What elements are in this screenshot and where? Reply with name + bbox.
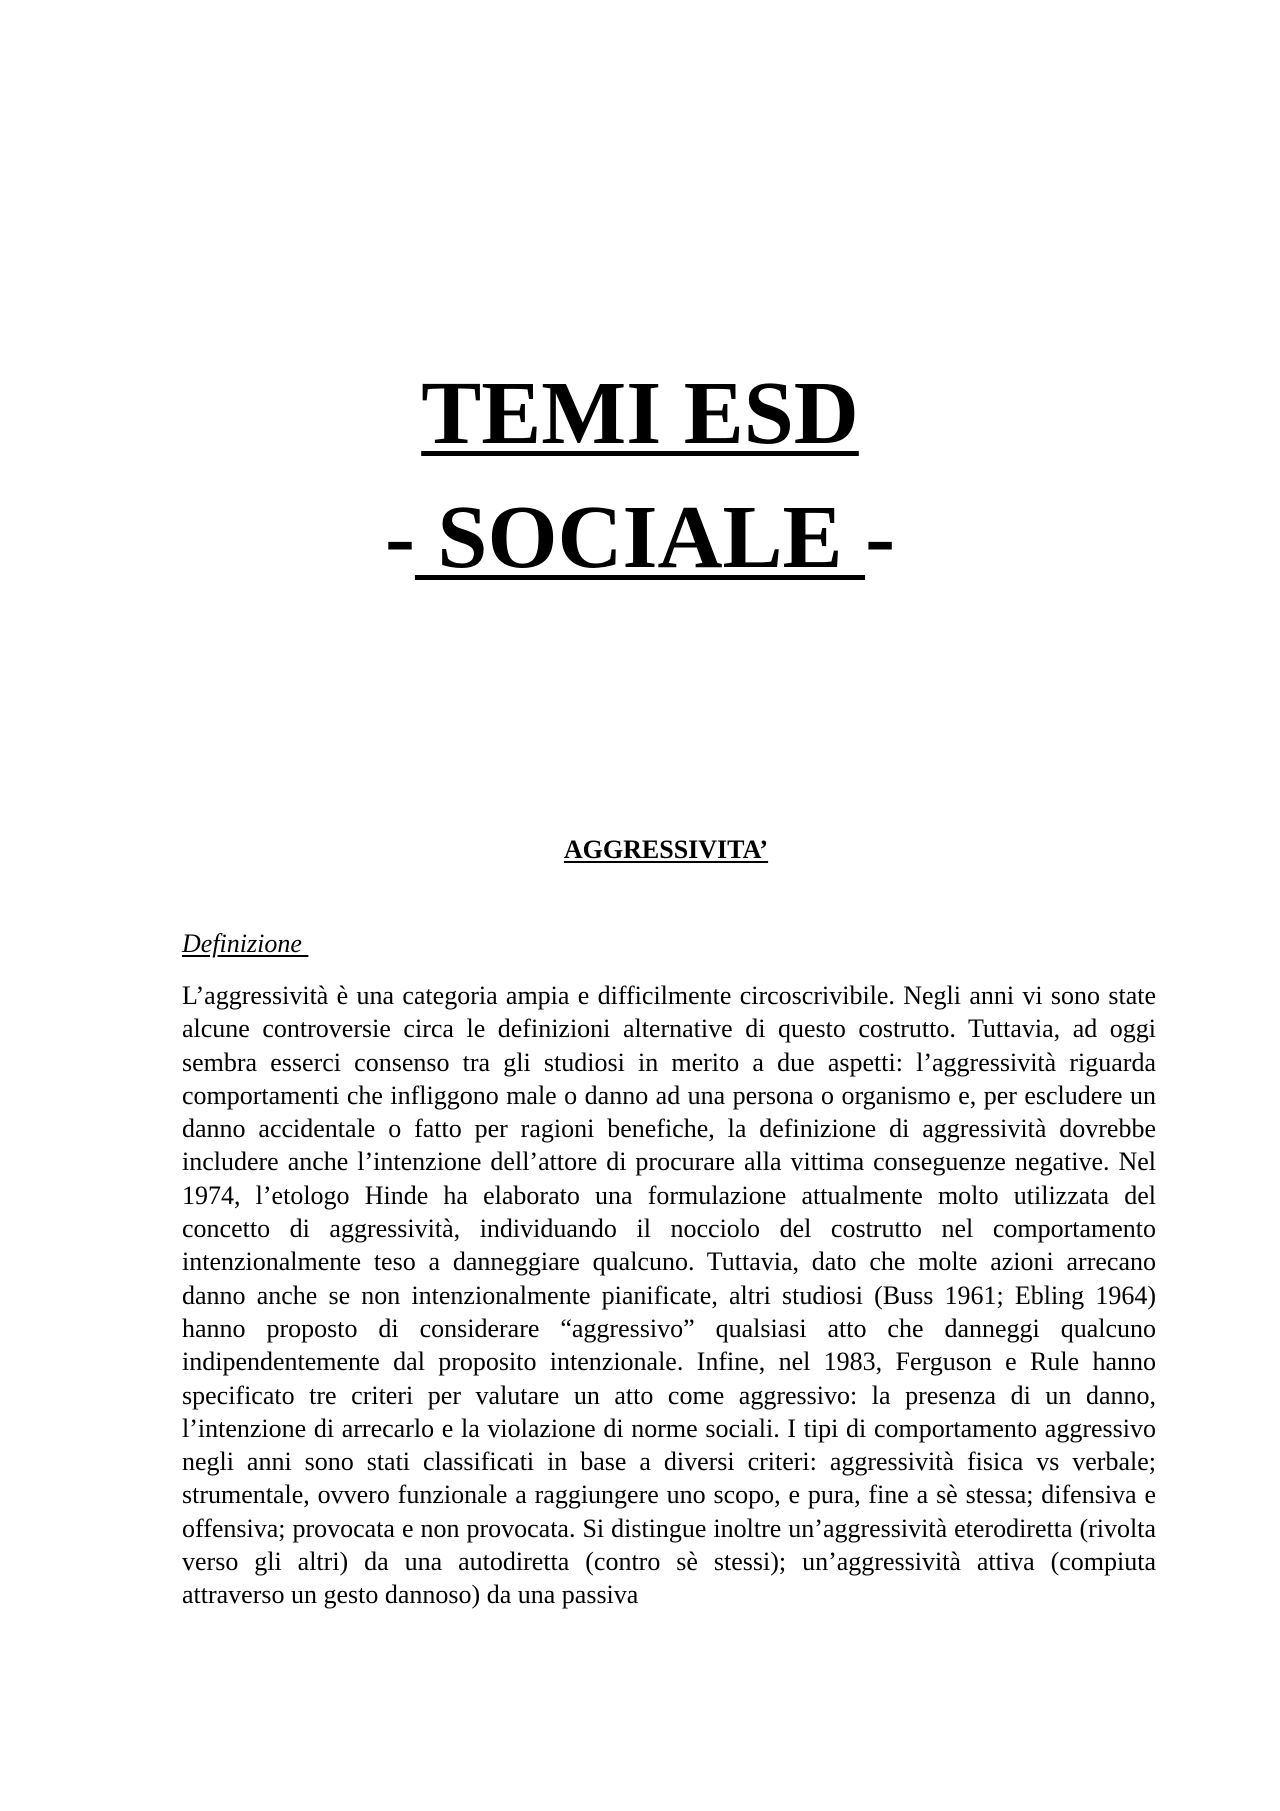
subtitle-dash-left: - xyxy=(384,488,415,587)
body-paragraph: L’aggressività è una categoria ampia e difficilmente circoscrivibile. Negli anni vi sono state alcune controversie circa le definizioni alternative di questo costrutto. Tuttavia, ad oggi sembra esserci consenso tra gli studiosi in merito a due aspetti: l’aggressività riguarda comportamenti che infliggono male o danno ad una persona o organismo e, per escludere un danno accidentale o fatto per ragioni benefiche, la definizione di aggressività dovrebbe includere anche l’intenzione dell’attore di procurare alla vittima conseguenze negative. Nel 1974, l’etologo Hinde ha elaborato una formulazione attualmente molto utilizzata del concetto di aggressività, individuando il nocciolo del costrutto nel comportamento intenzionalmente teso a danneggiare qualcuno. Tuttavia, dato che molte azioni arrecano danno anche se non intenzionalmente pianificate, altri studiosi (Buss 1961; Ebling 1964) hanno proposto di considerare “aggressivo” qualsiasi atto che danneggi qualcuno indipendentemente dal proposito intenzionale. Infine, nel 1983, Ferguson e Rule hanno specificato tre criteri per valutare un atto come aggressivo: la presenza di un danno, l’intenzione di arrecarlo e la violazione di norme sociali. I tipi di comportamento aggressivo negli anni sono stati classificati in base a diversi criteri: aggressività fisica vs verbale; strumentale, ovvero funzionale a raggiungere uno scopo, e pura, fine a sè stessa; difensiva e offensiva; provocata e non provocata. Si distingue inoltre un’aggressività eterodiretta (rivolta verso gli altri) da una autodiretta (contro sè stessi); un’aggressività attiva (compiuta attraverso un gesto dannoso) da una passiva xyxy=(182,981,1156,1610)
document-title xyxy=(0,352,1280,476)
title-block xyxy=(0,352,1280,600)
section-heading xyxy=(0,833,1280,867)
document-title-text: TEMI ESD xyxy=(421,364,859,463)
subsection-heading: Definizione xyxy=(182,929,309,958)
document-subtitle xyxy=(0,476,1280,600)
section-heading-text: AGGRESSIVITA’ xyxy=(563,835,769,864)
subtitle-dash-right: - xyxy=(865,488,896,587)
subtitle-text: SOCIALE xyxy=(414,488,866,587)
